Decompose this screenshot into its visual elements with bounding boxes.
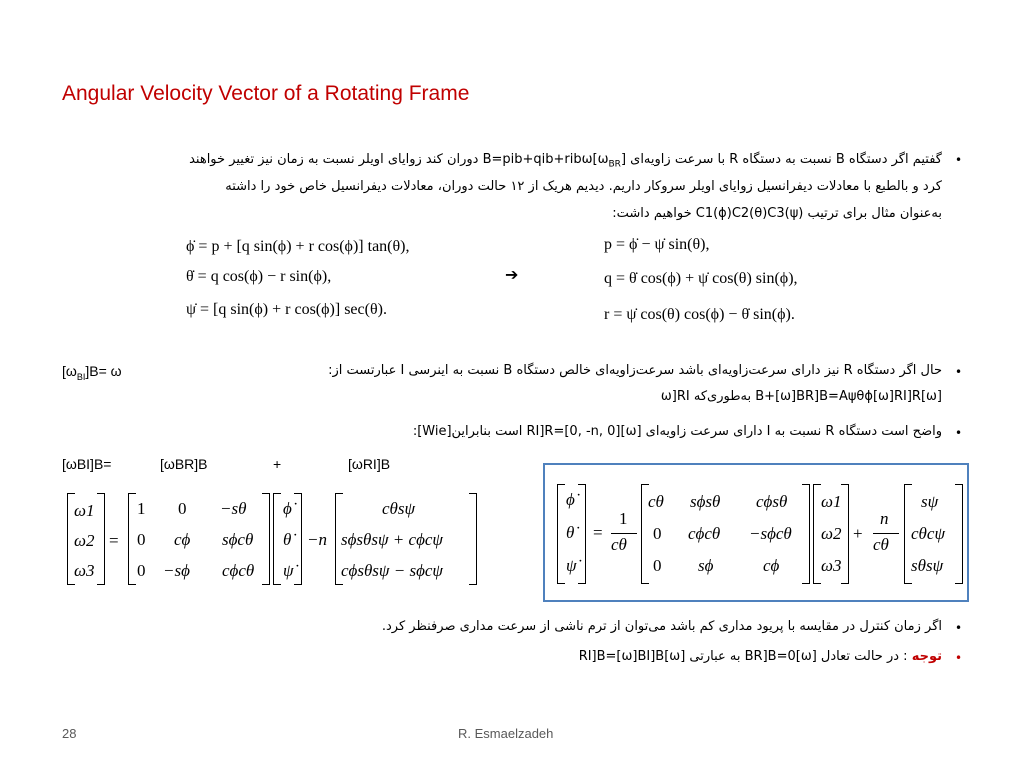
matrix-cell: cϕ — [174, 530, 191, 549]
sum-term-bi: [ωBI]B= — [62, 456, 112, 472]
euler-eq-theta-dot: θ̇ = q cos(ϕ) − r sin(ϕ), — [186, 268, 332, 285]
vector-cell: cθsψ — [382, 499, 416, 518]
bullet-marker: • — [955, 426, 963, 440]
bullet4-line1: اگر زمان کنترل در مقایسه با پریود مداری کم باشد می‌توان از ترم ناشی از سرعت مداری صرفنظر کرد. — [381, 619, 942, 634]
matrix-cell: sϕcθ — [222, 530, 254, 549]
matrix-cell: cϕsθ — [756, 492, 788, 511]
theta-dot: θ̇ — [566, 523, 575, 542]
slide-title: Angular Velocity Vector of a Rotating Frame — [62, 82, 470, 105]
plus-sign: + — [853, 524, 863, 543]
bullet5-line1: توجه : در حالت تعادل [ω]BR]B=0 به عبارتی [ω]RI]B=[ω]BI]B — [578, 649, 942, 664]
arrow-right-icon: ➔ — [505, 265, 519, 284]
vector-cell: sθsψ — [911, 556, 944, 575]
bullet3-line1: واضح است دستگاه R نسبت به I دارای سرعت زاویه‌ای [ω]RI]R=[0, -n, 0] است بنابراین[Wie]: — [412, 424, 942, 439]
bullet1-line1: گفتیم اگر دستگاه B نسبت به دستگاه R با سرعت زاویه‌ای $[\omega_{BR}]B=pib+qib+rib\omega$ دوران کند زوایای اویلر نسبت به زمان نیز تغییر خواهند — [189, 152, 942, 170]
matrix-cell: 0 — [137, 561, 146, 580]
matrix-cell: 0 — [653, 524, 662, 543]
matrix-cell: sϕsθ — [690, 492, 721, 511]
bullet2-line1: حال اگر دستگاه R نیز دارای سرعت‌زاویه‌ای باشد سرعت‌زاویه‌ای خالص دستگاه B نسبت به اینرسی I عبارتست از: — [328, 363, 942, 378]
bullet-marker: • — [955, 365, 963, 379]
fraction-numerator: 1 — [619, 509, 628, 528]
bullet-marker: • — [955, 651, 963, 665]
phi-dot: ϕ̇ — [283, 499, 292, 518]
bracket-right — [97, 493, 105, 585]
vector-cell: sψ — [921, 492, 939, 511]
omega-1: ω1 — [74, 501, 95, 520]
bracket-right — [578, 484, 586, 584]
matrix-cell: cθ — [648, 492, 664, 511]
matrix-cell: cϕ — [763, 556, 780, 575]
omega-2: ω2 — [821, 524, 842, 543]
equals-sign: = — [593, 523, 603, 542]
psi-dot: ψ̇ — [566, 556, 577, 575]
euler-eq-psi-dot: ψ̇ = [q sin(ϕ) + r cos(ϕ)] sec(θ). — [186, 301, 387, 318]
bracket-right — [841, 484, 849, 584]
bracket-right — [294, 493, 302, 585]
phi-dot: ϕ̇ — [566, 490, 575, 509]
fraction-line — [611, 533, 637, 534]
bracket-right — [955, 484, 963, 584]
theta-dot: θ̇ — [283, 530, 292, 549]
omega-3: ω3 — [821, 556, 842, 575]
fraction-numerator: n — [880, 509, 889, 528]
matrix-cell: −sθ — [220, 499, 247, 518]
vector-cell: sϕsθsψ + cϕcψ — [341, 530, 443, 549]
body-rate-q: q = θ̇ cos(ϕ) + ψ̇ cos(θ) sin(ϕ), — [604, 270, 798, 287]
minus-n: −n — [307, 530, 327, 549]
vector-cell: cϕsθsψ − sϕcψ — [341, 561, 443, 580]
omega-2: ω2 — [74, 531, 95, 550]
bracket-left — [557, 484, 565, 584]
matrix-cell: −sϕ — [163, 561, 190, 580]
matrix-cell: 1 — [137, 499, 146, 518]
bracket-left — [128, 493, 136, 585]
fraction-denominator: cθ — [611, 535, 627, 554]
vector-cell: cθcψ — [911, 524, 945, 543]
fraction-denominator: cθ — [873, 535, 889, 554]
matrix-cell: cϕcθ — [688, 524, 721, 543]
fraction-line — [873, 533, 899, 534]
matrix-cell: 0 — [653, 556, 662, 575]
body-rate-p: p = ϕ̇ − ψ̇ sin(θ), — [604, 236, 710, 253]
matrix-cell: −sϕcθ — [749, 524, 792, 543]
matrix-cell: cϕcθ — [222, 561, 255, 580]
author: R. Esmaelzadeh — [458, 726, 554, 741]
bullet1-line2: کرد و بالطبع با معادلات دیفرانسیل زوایای اویلر سروکار داریم. دیدیم هریک از ۱۲ حالت دوران، معادلات دیفرانسیل خاص خود را داشته — [225, 179, 942, 194]
omega-3: ω3 — [74, 561, 95, 580]
equals-sign: = — [109, 531, 119, 550]
sum-term-ri: [ωRI]B — [348, 456, 391, 472]
sum-plus: + — [273, 456, 282, 472]
euler-eq-phi-dot: ϕ̇ = p + [q sin(ϕ) + r cos(ϕ)] tan(θ), — [186, 238, 410, 255]
bullet-marker: • — [955, 153, 963, 167]
omega-1: ω1 — [821, 492, 842, 511]
sum-term-br: [ωBR]B — [160, 456, 208, 472]
bracket-right — [802, 484, 810, 584]
psi-dot: ψ̇ — [283, 561, 294, 580]
bracket-left — [813, 484, 821, 584]
bullet2-line2: [ω]B+[ω]BR]B=Aψθϕ[ω]RI]R به‌طوری‌که ω]RI — [660, 389, 942, 404]
bullet1-line3: به‌عنوان مثال برای ترتیب (ψ)C1(ϕ)C2(θ)C3 خواهیم داشت: — [612, 206, 942, 221]
bracket-left — [273, 493, 281, 585]
bracket-right — [469, 493, 477, 585]
note-label: توجه — [911, 649, 942, 664]
matrix-cell: 0 — [178, 499, 187, 518]
bullet2-line1-left: $[\omega_{BI}]B= \omega$ — [62, 363, 122, 382]
body-rate-r: r = ψ̇ cos(θ) cos(ϕ) − θ̇ sin(ϕ). — [604, 306, 795, 323]
matrix-cell: sϕ — [698, 556, 714, 575]
bracket-right — [262, 493, 270, 585]
matrix-cell: 0 — [137, 530, 146, 549]
bullet-marker: • — [955, 621, 963, 635]
page-number: 28 — [62, 726, 77, 741]
